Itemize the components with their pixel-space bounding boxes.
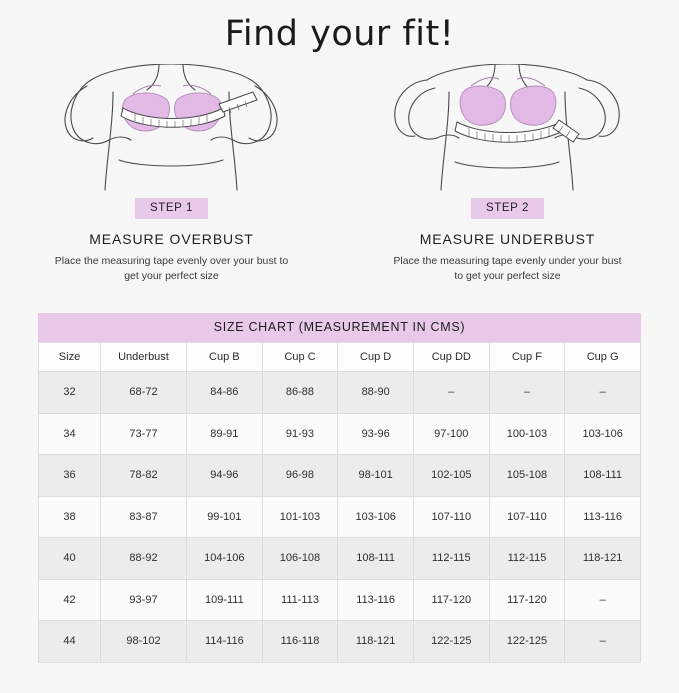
step-description-2: Place the measuring tape evenly under your bust to get your perfect size bbox=[393, 255, 622, 283]
size-chart-title: SIZE CHART (MEASUREMENT IN CMS) bbox=[38, 313, 641, 342]
cell-cup-c: 96-98 bbox=[262, 455, 338, 497]
size-chart bbox=[38, 313, 641, 663]
cell-cup-dd: 122-125 bbox=[413, 621, 489, 663]
cell-cup-dd: 112-115 bbox=[413, 538, 489, 580]
cell-underbust: 78-82 bbox=[101, 455, 187, 497]
table-row bbox=[39, 538, 641, 580]
steps-section bbox=[0, 64, 679, 284]
cell-cup-d: 113-116 bbox=[338, 579, 414, 621]
table-header-row bbox=[39, 343, 641, 372]
cell-cup-d: 93-96 bbox=[338, 413, 414, 455]
cell-cup-d: 88-90 bbox=[338, 372, 414, 414]
column-header-cup-d: Cup D bbox=[338, 343, 414, 372]
cell-cup-f: 117-120 bbox=[489, 579, 565, 621]
cell-cup-f: 112-115 bbox=[489, 538, 565, 580]
cell-underbust: 88-92 bbox=[101, 538, 187, 580]
step-heading-1: MEASURE OVERBUST bbox=[89, 231, 254, 247]
cell-cup-b: 94-96 bbox=[187, 455, 263, 497]
cell-cup-g: 108-111 bbox=[565, 455, 641, 497]
cell-cup-dd: 102-105 bbox=[413, 455, 489, 497]
column-header-size: Size bbox=[39, 343, 101, 372]
column-header-cup-g: Cup G bbox=[565, 343, 641, 372]
cell-cup-f: 105-108 bbox=[489, 455, 565, 497]
step-description-1: Place the measuring tape evenly over your bust to get your perfect size bbox=[54, 255, 289, 283]
cell-cup-c: 86-88 bbox=[262, 372, 338, 414]
cell-cup-g: – bbox=[565, 579, 641, 621]
cell-cup-dd: 107-110 bbox=[413, 496, 489, 538]
column-header-underbust: Underbust bbox=[101, 343, 187, 372]
cell-size: 42 bbox=[39, 579, 101, 621]
underbust-illustration bbox=[372, 64, 644, 192]
cell-cup-d: 98-101 bbox=[338, 455, 414, 497]
column-header-cup-b: Cup B bbox=[187, 343, 263, 372]
cell-cup-c: 101-103 bbox=[262, 496, 338, 538]
overbust-illustration bbox=[36, 64, 308, 192]
cell-size: 40 bbox=[39, 538, 101, 580]
column-header-cup-dd: Cup DD bbox=[413, 343, 489, 372]
cell-cup-dd: 117-120 bbox=[413, 579, 489, 621]
cell-cup-b: 99-101 bbox=[187, 496, 263, 538]
table-row bbox=[39, 413, 641, 455]
cell-cup-b: 89-91 bbox=[187, 413, 263, 455]
cell-cup-f: – bbox=[489, 372, 565, 414]
size-chart-table bbox=[38, 342, 641, 663]
cell-cup-g: – bbox=[565, 621, 641, 663]
cell-cup-b: 104-106 bbox=[187, 538, 263, 580]
page-title: Find your fit! bbox=[224, 14, 455, 54]
cell-size: 38 bbox=[39, 496, 101, 538]
cell-underbust: 73-77 bbox=[101, 413, 187, 455]
cell-underbust: 98-102 bbox=[101, 621, 187, 663]
table-row bbox=[39, 455, 641, 497]
cell-cup-d: 108-111 bbox=[338, 538, 414, 580]
cell-underbust: 93-97 bbox=[101, 579, 187, 621]
cell-cup-g: 113-116 bbox=[565, 496, 641, 538]
step-card-1 bbox=[36, 64, 308, 284]
cell-underbust: 83-87 bbox=[101, 496, 187, 538]
cell-cup-f: 107-110 bbox=[489, 496, 565, 538]
column-header-cup-f: Cup F bbox=[489, 343, 565, 372]
cell-cup-d: 103-106 bbox=[338, 496, 414, 538]
cell-size: 44 bbox=[39, 621, 101, 663]
step-badge-1: STEP 1 bbox=[135, 198, 208, 219]
cell-cup-dd: 97-100 bbox=[413, 413, 489, 455]
cell-cup-g: – bbox=[565, 372, 641, 414]
cell-cup-c: 91-93 bbox=[262, 413, 338, 455]
table-row bbox=[39, 579, 641, 621]
cell-cup-c: 116-118 bbox=[262, 621, 338, 663]
cell-cup-b: 114-116 bbox=[187, 621, 263, 663]
cell-cup-g: 118-121 bbox=[565, 538, 641, 580]
cell-cup-f: 122-125 bbox=[489, 621, 565, 663]
cell-size: 32 bbox=[39, 372, 101, 414]
cell-cup-b: 109-111 bbox=[187, 579, 263, 621]
cell-size: 36 bbox=[39, 455, 101, 497]
step-card-2 bbox=[372, 64, 644, 284]
cell-cup-g: 103-106 bbox=[565, 413, 641, 455]
cell-cup-dd: – bbox=[413, 372, 489, 414]
cell-underbust: 68-72 bbox=[101, 372, 187, 414]
cell-cup-b: 84-86 bbox=[187, 372, 263, 414]
cell-cup-c: 111-113 bbox=[262, 579, 338, 621]
step-heading-2: MEASURE UNDERBUST bbox=[419, 231, 596, 247]
step-badge-2: STEP 2 bbox=[471, 198, 544, 219]
column-header-cup-c: Cup C bbox=[262, 343, 338, 372]
size-guide-page bbox=[0, 14, 679, 693]
cell-cup-d: 118-121 bbox=[338, 621, 414, 663]
cell-cup-f: 100-103 bbox=[489, 413, 565, 455]
cell-cup-c: 106-108 bbox=[262, 538, 338, 580]
cell-size: 34 bbox=[39, 413, 101, 455]
table-row bbox=[39, 372, 641, 414]
table-row bbox=[39, 621, 641, 663]
table-row bbox=[39, 496, 641, 538]
